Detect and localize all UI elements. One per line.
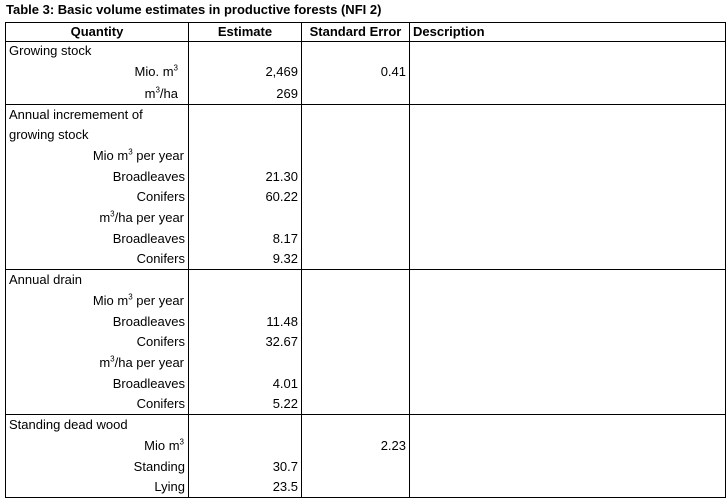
unit-label: Mio $m^3$ bbox=[6, 435, 189, 457]
estimate-cell: 11.48 bbox=[189, 312, 302, 332]
estimate-cell: 8.17 bbox=[189, 229, 302, 249]
table-row bbox=[6, 167, 726, 187]
table-row bbox=[6, 42, 726, 61]
table-row bbox=[6, 145, 726, 167]
section-label-growing-stock: Growing stock bbox=[6, 42, 189, 61]
estimate-cell: 30.7 bbox=[189, 457, 302, 477]
volume-estimates-table bbox=[5, 22, 726, 498]
header-standard-error: Standard Error bbox=[302, 23, 410, 42]
table-row bbox=[6, 374, 726, 394]
species-label: Conifers bbox=[6, 332, 189, 352]
table-row bbox=[6, 352, 726, 374]
table-row bbox=[6, 187, 726, 207]
header-estimate: Estimate bbox=[189, 23, 302, 42]
header-description: Description bbox=[410, 23, 726, 42]
table-row bbox=[6, 60, 726, 84]
estimate-cell: 269 bbox=[189, 84, 302, 105]
table-row bbox=[6, 105, 726, 126]
unit-label: $m^3/ha$ bbox=[6, 84, 189, 105]
estimate-cell: 21.30 bbox=[189, 167, 302, 187]
table-row bbox=[6, 415, 726, 436]
table-row bbox=[6, 312, 726, 332]
estimate-cell: 32.67 bbox=[189, 332, 302, 352]
table-row bbox=[6, 290, 726, 312]
estimate-cell: 9.32 bbox=[189, 249, 302, 270]
species-label: Broadleaves bbox=[6, 229, 189, 249]
type-label: Standing bbox=[6, 457, 189, 477]
estimate-cell: 60.22 bbox=[189, 187, 302, 207]
estimate-cell: 4.01 bbox=[189, 374, 302, 394]
species-label: Conifers bbox=[6, 249, 189, 270]
estimate-cell: 23.5 bbox=[189, 477, 302, 498]
standard-error-cell: 2.23 bbox=[302, 435, 410, 457]
species-label: Broadleaves bbox=[6, 374, 189, 394]
section-label-annual-increment-cont: growing stock bbox=[6, 125, 189, 145]
section-label-annual-increment: Annual incremement of bbox=[6, 105, 189, 126]
species-label: Conifers bbox=[6, 187, 189, 207]
unit-label: Mio $m^3$ per year bbox=[6, 290, 189, 312]
table-row bbox=[6, 84, 726, 105]
estimate-cell: 2,469 bbox=[189, 60, 302, 84]
table-row bbox=[6, 125, 726, 145]
section-label-standing-dead-wood: Standing dead wood bbox=[6, 415, 189, 436]
species-label: Broadleaves bbox=[6, 167, 189, 187]
standard-error-cell: 0.41 bbox=[302, 60, 410, 84]
table-row bbox=[6, 229, 726, 249]
section-label-annual-drain: Annual drain bbox=[6, 270, 189, 291]
estimate-cell: 5.22 bbox=[189, 394, 302, 415]
header-quantity: Quantity bbox=[6, 23, 189, 42]
type-label: Lying bbox=[6, 477, 189, 498]
unit-label: $m^3/ha$ per year bbox=[6, 207, 189, 229]
header-row bbox=[6, 23, 726, 42]
table-row bbox=[6, 435, 726, 457]
unit-label: $m^3/ha$ per year bbox=[6, 352, 189, 374]
species-label: Conifers bbox=[6, 394, 189, 415]
table-row bbox=[6, 207, 726, 229]
table-row bbox=[6, 477, 726, 498]
unit-label: Mio $m^3$ per year bbox=[6, 145, 189, 167]
table-title: Table 3: Basic volume estimates in productive forests (NFI 2) bbox=[6, 2, 382, 17]
table-row bbox=[6, 457, 726, 477]
unit-label: Mio. $m^3$ bbox=[6, 60, 189, 84]
table-row bbox=[6, 394, 726, 415]
table-row bbox=[6, 332, 726, 352]
table-row bbox=[6, 270, 726, 291]
species-label: Broadleaves bbox=[6, 312, 189, 332]
table-row bbox=[6, 249, 726, 270]
